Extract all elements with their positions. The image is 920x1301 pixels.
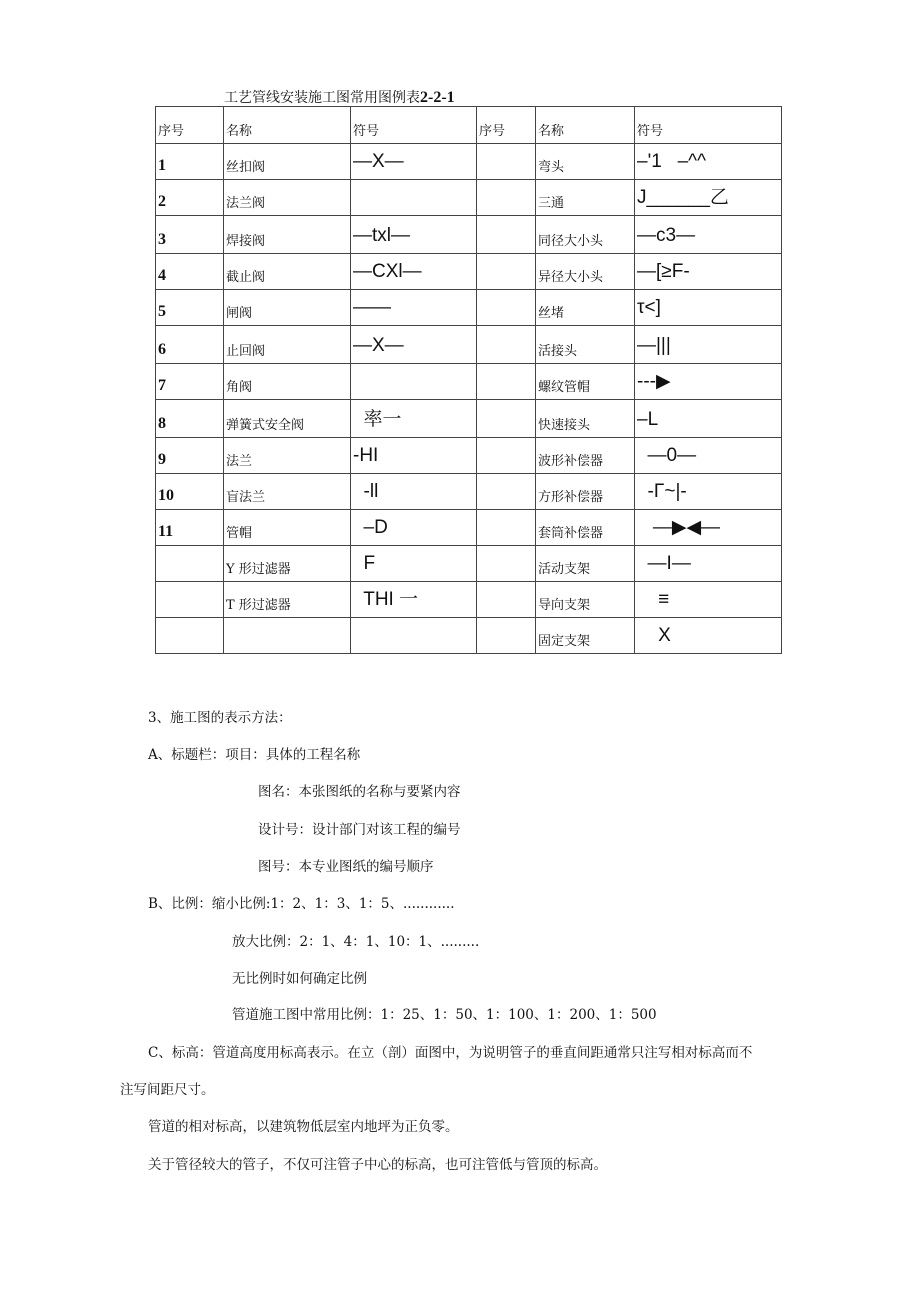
cell-sym2: ---▶ xyxy=(635,364,782,400)
table-row xyxy=(156,180,782,216)
table-row xyxy=(156,546,782,582)
section-heading: 3、施工图的表示方法： xyxy=(148,710,292,726)
cell-name: 角阀 xyxy=(224,364,351,400)
header-cell: 名称 xyxy=(536,107,635,144)
table-row xyxy=(156,510,782,546)
cell-sym: —txl— xyxy=(351,216,477,254)
cell-empty xyxy=(477,216,536,254)
cell-empty xyxy=(477,290,536,326)
cell-name: 弹簧式安全阀 xyxy=(224,400,351,438)
para-a1: A、标题栏：项目：具体的工程名称 xyxy=(148,747,361,763)
cell-name: T 形过滤器 xyxy=(224,582,351,618)
cell-sym: F xyxy=(351,546,477,582)
para-b3: 无比例时如何确定比例 xyxy=(232,971,367,987)
legend-table xyxy=(155,106,782,654)
cell-name2: 活动支架 xyxy=(536,546,635,582)
cell-sym: -HI xyxy=(351,438,477,474)
cell-sym2: τ<] xyxy=(635,290,782,326)
para-p1: 管道的相对标高，以建筑物低层室内地坪为正负零。 xyxy=(148,1119,459,1135)
cell-empty xyxy=(477,510,536,546)
cell-n: 1 xyxy=(156,144,224,180)
table-title: 工艺管线安装施工图常用图例表2-2-1 xyxy=(224,89,455,106)
cell-sym2: —c3— xyxy=(635,216,782,254)
cell-empty xyxy=(477,618,536,654)
cell-name: 盲法兰 xyxy=(224,474,351,510)
cell-sym xyxy=(351,180,477,216)
para-c2: 注写间距尺寸。 xyxy=(120,1082,215,1098)
cell-sym: THI 一 xyxy=(351,582,477,618)
cell-name2: 固定支架 xyxy=(536,618,635,654)
cell-n: 6 xyxy=(156,326,224,364)
header-cell: 符号 xyxy=(351,107,477,144)
table-row xyxy=(156,326,782,364)
table-row xyxy=(156,144,782,180)
table-row xyxy=(156,474,782,510)
cell-n xyxy=(156,582,224,618)
table-row xyxy=(156,254,782,290)
cell-n: 5 xyxy=(156,290,224,326)
para-a2: 图名：本张图纸的名称与要紧内容 xyxy=(258,784,461,800)
cell-name2: 活接头 xyxy=(536,326,635,364)
cell-sym: —— xyxy=(351,290,477,326)
cell-name2: 螺纹管帽 xyxy=(536,364,635,400)
header-cell: 名称 xyxy=(224,107,351,144)
cell-name2: 波形补偿器 xyxy=(536,438,635,474)
cell-name2: 丝堵 xyxy=(536,290,635,326)
para-a4: 图号：本专业图纸的编号顺序 xyxy=(258,859,434,875)
cell-name2: 同径大小头 xyxy=(536,216,635,254)
cell-n xyxy=(156,618,224,654)
cell-sym xyxy=(351,618,477,654)
cell-sym2: -Γ~|- xyxy=(635,474,782,510)
header-cell: 序号 xyxy=(477,107,536,144)
cell-name2: 弯头 xyxy=(536,144,635,180)
header-cell: 符号 xyxy=(635,107,782,144)
cell-sym2: —I— xyxy=(635,546,782,582)
cell-name2: 导向支架 xyxy=(536,582,635,618)
para-b1: B、比例：缩小比例:1：2、1：3、1：5、............ xyxy=(148,896,455,912)
cell-sym2: ≡ xyxy=(635,582,782,618)
cell-n xyxy=(156,546,224,582)
cell-empty xyxy=(477,254,536,290)
cell-name2: 方形补偿器 xyxy=(536,474,635,510)
para-a3: 设计号：设计部门对该工程的编号 xyxy=(258,822,461,838)
cell-sym: 率一 xyxy=(351,400,477,438)
cell-name2: 三通 xyxy=(536,180,635,216)
cell-name2: 快速接头 xyxy=(536,400,635,438)
cell-sym: —CXl— xyxy=(351,254,477,290)
table-row xyxy=(156,216,782,254)
cell-empty xyxy=(477,326,536,364)
cell-empty xyxy=(477,438,536,474)
cell-name: 丝扣阀 xyxy=(224,144,351,180)
cell-empty xyxy=(477,400,536,438)
cell-name: 止回阀 xyxy=(224,326,351,364)
cell-empty xyxy=(477,180,536,216)
cell-empty xyxy=(477,546,536,582)
cell-sym: –D xyxy=(351,510,477,546)
para-p2: 关于管径较大的管子，不仅可注管子中心的标高，也可注管低与管顶的标高。 xyxy=(148,1157,607,1173)
cell-n: 4 xyxy=(156,254,224,290)
cell-n: 3 xyxy=(156,216,224,254)
cell-n: 8 xyxy=(156,400,224,438)
cell-n: 11 xyxy=(156,510,224,546)
cell-empty xyxy=(477,474,536,510)
cell-empty xyxy=(477,582,536,618)
cell-n: 10 xyxy=(156,474,224,510)
table-row xyxy=(156,618,782,654)
cell-sym2: J______乙 xyxy=(635,180,782,216)
cell-sym2: –L xyxy=(635,400,782,438)
cell-sym2: —[≥F- xyxy=(635,254,782,290)
table-header xyxy=(156,107,782,144)
para-c1: C、标高：管道高度用标高表示。在立（剖）面图中，为说明管子的垂直间距通常只注写相对标高而不 xyxy=(148,1045,753,1061)
cell-name2: 异径大小头 xyxy=(536,254,635,290)
cell-sym: —X— xyxy=(351,144,477,180)
cell-sym: —X— xyxy=(351,326,477,364)
cell-sym2: –'1 –^^ xyxy=(635,144,782,180)
cell-name: 焊接阀 xyxy=(224,216,351,254)
table-row xyxy=(156,290,782,326)
cell-sym2: X xyxy=(635,618,782,654)
table-row xyxy=(156,438,782,474)
cell-sym2: —||| xyxy=(635,326,782,364)
cell-sym2: —0— xyxy=(635,438,782,474)
cell-name: 管帽 xyxy=(224,510,351,546)
cell-name: 闸阀 xyxy=(224,290,351,326)
cell-name: 截止阀 xyxy=(224,254,351,290)
table-row xyxy=(156,582,782,618)
cell-name2: 套筒补偿器 xyxy=(536,510,635,546)
table-row xyxy=(156,400,782,438)
cell-empty xyxy=(477,144,536,180)
cell-name: Y 形过滤器 xyxy=(224,546,351,582)
table-row xyxy=(156,364,782,400)
cell-n: 7 xyxy=(156,364,224,400)
header-cell: 序号 xyxy=(156,107,224,144)
cell-sym2: —▶◀— xyxy=(635,510,782,546)
cell-n: 2 xyxy=(156,180,224,216)
para-b2: 放大比例：2：1、4：1、10：1、......... xyxy=(232,934,480,950)
cell-empty xyxy=(477,364,536,400)
cell-sym: -ll xyxy=(351,474,477,510)
para-b4: 管道施工图中常用比例：1：25、1：50、1：100、1：200、1：500 xyxy=(232,1007,657,1023)
cell-n: 9 xyxy=(156,438,224,474)
cell-sym xyxy=(351,364,477,400)
cell-name xyxy=(224,618,351,654)
cell-name: 法兰 xyxy=(224,438,351,474)
cell-name: 法兰阀 xyxy=(224,180,351,216)
